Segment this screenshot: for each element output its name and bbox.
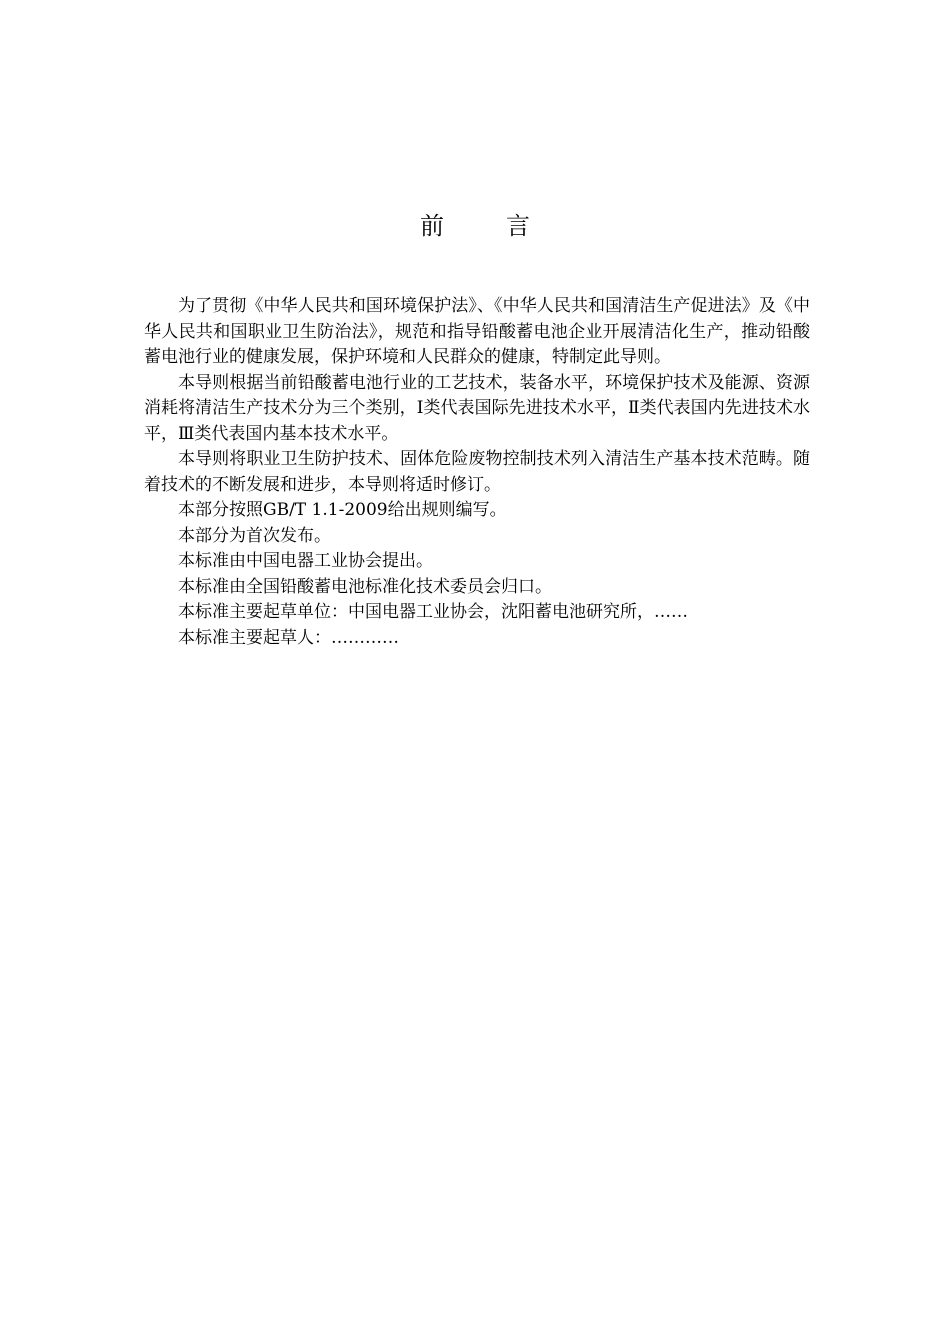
paragraph-drafting-units: 本标准主要起草单位：中国电器工业协会，沈阳蓄电池研究所，…… xyxy=(178,602,688,622)
page-title-left: 前 xyxy=(420,212,444,240)
page-title xyxy=(0,206,950,246)
paragraph-purpose: 为了贯彻《中华人民共和国环境保护法》、《中华人民共和国清洁生产促进法》及《中华人民共和国职业卫生防治法》，规范和指导铅酸蓄电池企业开展清洁化生产，推动铅酸蓄电池行业的健康发展，保护环境和人民群众的健康，特制定此导则。 xyxy=(144,296,810,367)
paragraph-drafters: 本标准主要起草人：………… xyxy=(178,627,399,648)
page-title-right: 言 xyxy=(506,212,530,240)
paragraph-first-release: 本部分为首次发布。 xyxy=(178,525,331,546)
paragraph-under-jurisdiction: 本标准由全国铅酸蓄电池标准化技术委员会归口。 xyxy=(178,576,552,597)
paragraph-proposed-by: 本标准由中国电器工业协会提出。 xyxy=(178,551,433,571)
paragraph-scope: 本导则将职业卫生防护技术、固体危险废物控制技术列入清洁生产基本技术范畴。随着技术的不断发展和进步，本导则将适时修订。 xyxy=(144,449,810,495)
foreword-body xyxy=(144,294,810,651)
paragraph-drafting-rules: 本部分按照GB/T 1.1-2009给出规则编写。 xyxy=(178,500,507,520)
paragraph-classification: 本导则根据当前铅酸蓄电池行业的工艺技术，装备水平，环境保护技术及能源、资源消耗将清洁生产技术分为三个类别，Ⅰ类代表国际先进技术水平，Ⅱ类代表国内先进技术水平，Ⅲ类代表国内基本技术水平。 xyxy=(144,372,810,444)
